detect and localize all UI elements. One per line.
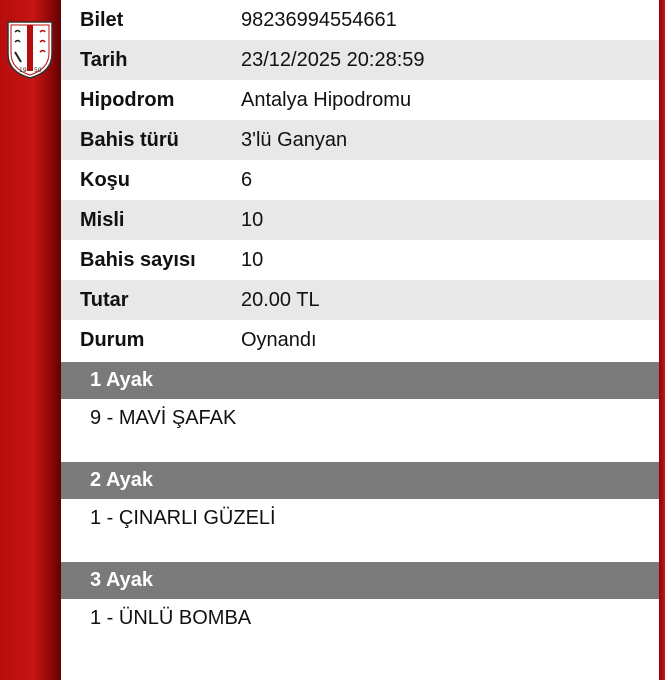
info-row-label: Tutar [80, 288, 129, 311]
info-row [61, 240, 659, 280]
info-row-label: Bahis türü [80, 128, 179, 151]
right-edge-bar [659, 0, 665, 680]
info-row-label: Hipodrom [80, 88, 175, 111]
leg-horse-selection: 1 - ÇINARLI GÜZELİ [90, 507, 276, 529]
info-row-label: Bilet [80, 8, 124, 31]
leg-header: 1 Ayak [61, 362, 659, 399]
info-row-value: 10 [241, 248, 264, 271]
info-row [61, 320, 659, 360]
info-row-label: Tarih [80, 48, 128, 71]
info-row-value: 23/12/2025 20:28:59 [241, 48, 425, 71]
info-row-label: Durum [80, 328, 145, 351]
info-row-value: 20.00 TL [241, 288, 320, 311]
info-row [61, 0, 659, 40]
svg-text:19: 19 [19, 67, 27, 74]
info-row-label: Koşu [80, 168, 130, 191]
leg-horse-selection: 9 - MAVİ ŞAFAK [90, 407, 237, 429]
leg-header: 3 Ayak [61, 562, 659, 599]
info-row [61, 80, 659, 120]
info-row-value: 6 [241, 168, 253, 191]
info-row-value: 3'lü Ganyan [241, 128, 348, 151]
info-row [61, 280, 659, 320]
info-row-value: Antalya Hipodromu [241, 88, 412, 111]
info-row [61, 40, 659, 80]
info-row-label: Misli [80, 208, 125, 231]
info-row [61, 160, 659, 200]
leg-horse-selection: 1 - ÜNLÜ BOMBA [90, 607, 252, 629]
ticket-info-table [61, 0, 659, 360]
ticket-details-panel [61, 0, 659, 680]
leg-header: 2 Ayak [61, 462, 659, 499]
info-row-value: 10 [241, 208, 264, 231]
info-row-label: Bahis sayısı [80, 248, 196, 271]
info-row [61, 120, 659, 160]
svg-text:50: 50 [34, 67, 42, 74]
legs-section [61, 362, 659, 662]
club-logo-icon [5, 20, 55, 80]
left-sidebar-bar [0, 0, 61, 680]
info-row [61, 200, 659, 240]
info-row-value: Oynandı [241, 328, 317, 351]
info-row-value: 98236994554661 [241, 8, 397, 31]
